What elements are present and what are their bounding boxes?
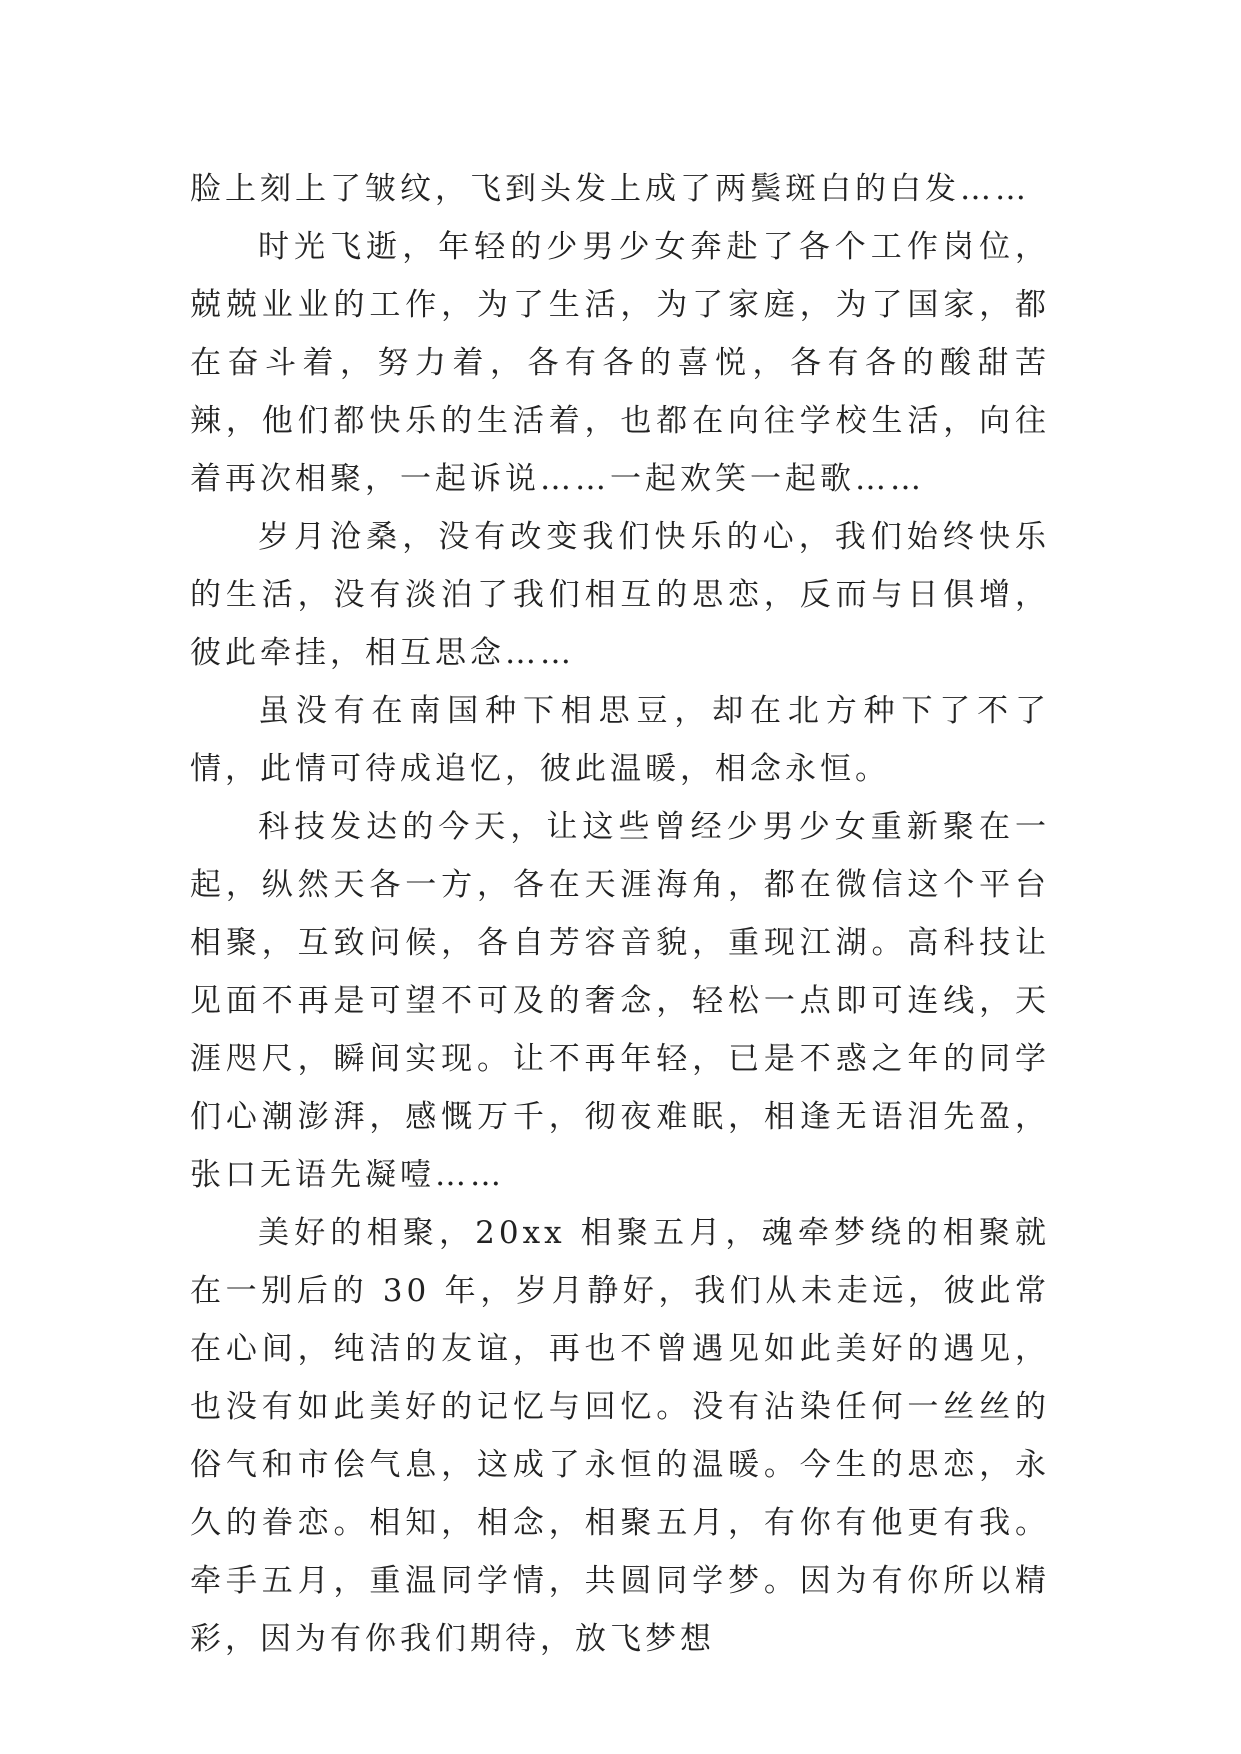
paragraph-2: 时光飞逝，年轻的少男少女奔赴了各个工作岗位，兢兢业业的工作，为了生活，为了家庭，为了国家，都在奋斗着，努力着，各有各的喜悦，各有各的酸甜苦辣，他们都快乐的生活着，也都在向往学校生活，向往着再次相聚，一起诉说……一起欢笑一起歌……: [190, 229, 1050, 497]
paragraph-5: 科技发达的今天，让这些曾经少男少女重新聚在一起，纵然天各一方，各在天涯海角，都在微信这个平台相聚，互致问候，各自芳容音貌，重现江湖。高科技让见面不再是可望不可及的奢念，轻松一点即可连线，天涯咫尺，瞬间实现。让不再年轻，已是不惑之年的同学们心潮澎湃，感慨万千，彻夜难眠，相逢无语泪先盈，张口无语先凝噎……: [190, 809, 1050, 1193]
paragraph-3: 岁月沧桑，没有改变我们快乐的心，我们始终快乐的生活，没有淡泊了我们相互的思恋，反而与日俱增，彼此牵挂，相互思念……: [190, 519, 1050, 671]
paragraph-6: 美好的相聚，20xx 相聚五月，魂牵梦绕的相聚就在一别后的 30 年，岁月静好，我们从未走远，彼此常在心间，纯洁的友谊，再也不曾遇见如此美好的遇见，也没有如此美好的记忆与回忆。没有沾染任何一丝丝的俗气和市侩气息，这成了永恒的温暖。今生的思恋，永久的眷恋。相知，相念，相聚五月，有你有他更有我。牵手五月，重温同学情，共圆同学梦。因为有你所以精彩，因为有你我们期待，放飞梦想: [190, 1215, 1050, 1657]
document-body: [190, 160, 1050, 1668]
paragraph-1: 脸上刻上了皱纹，飞到头发上成了两鬓斑白的白发……: [190, 171, 1030, 207]
paragraph-4: 虽没有在南国种下相思豆，却在北方种下了不了情，此情可待成追忆，彼此温暖，相念永恒。: [190, 693, 1050, 787]
